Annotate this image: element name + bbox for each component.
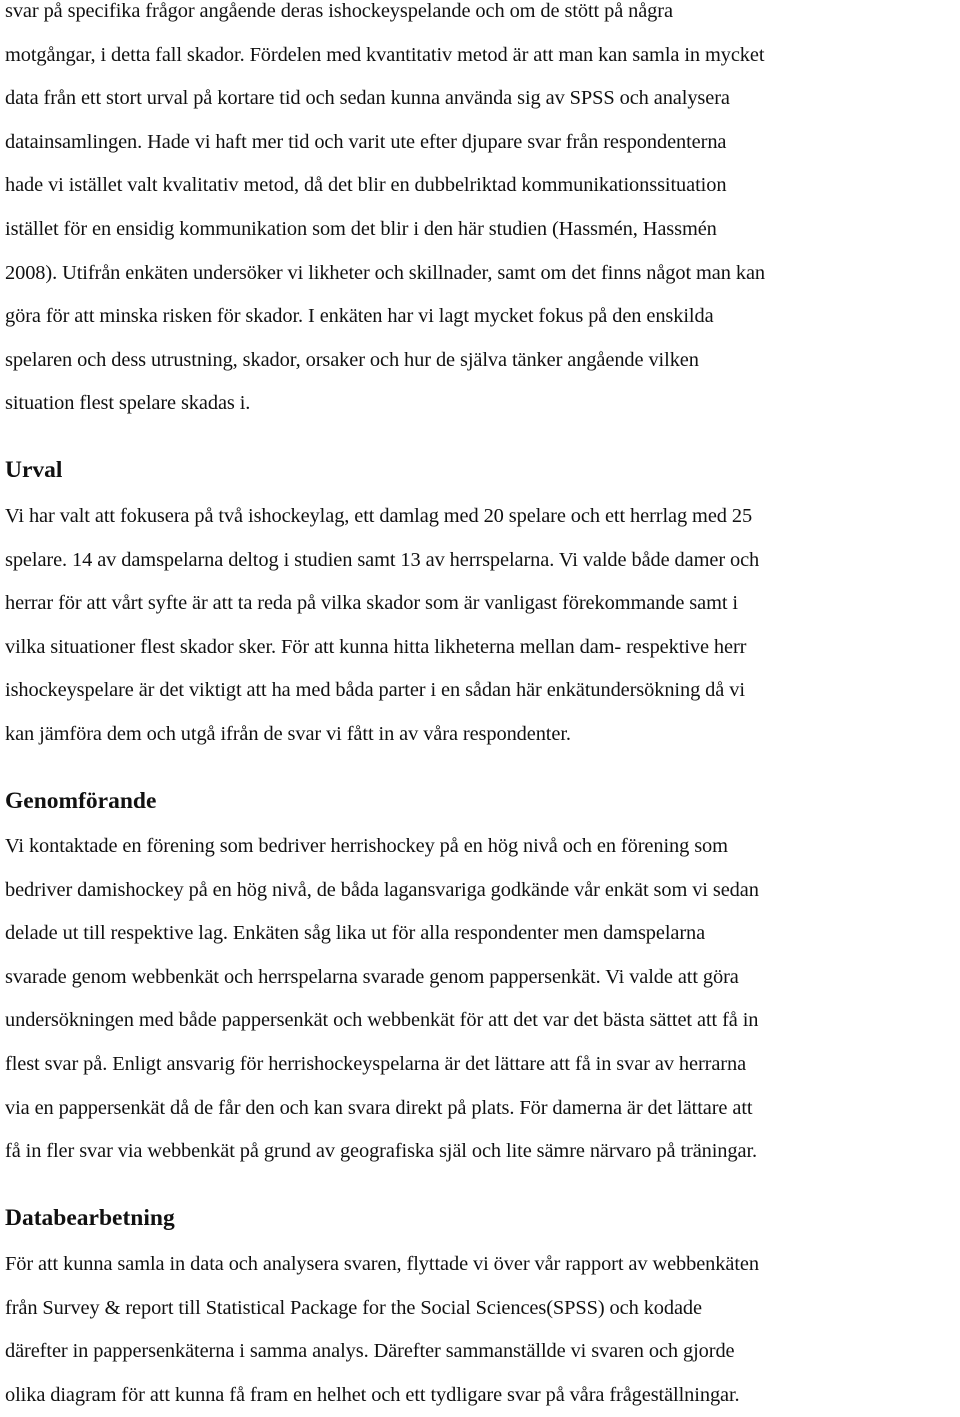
text-line: istället för en ensidig kommunikation som det blir i den här studien (Hassmén, Hassmén	[5, 217, 717, 240]
text-line: från Survey & report till Statistical Package for the Social Sciences(SPSS) och kodade	[5, 1296, 702, 1319]
text-line: situation flest spelare skadas i.	[5, 392, 251, 415]
text-line: spelare. 14 av damspelarna deltog i studien samt 13 av herrspelarna. Vi valde både damer och	[5, 548, 760, 571]
text-line: delade ut till respektive lag. Enkäten såg lika ut för alla respondenter men damspelarna	[5, 922, 706, 945]
intro-paragraph	[5, 0, 765, 426]
genomforande-paragraph	[5, 825, 759, 1174]
text-line: svar på specifika frågor angående deras ishockeyspelande och om de stött på några	[5, 0, 673, 22]
text-line: hade vi istället valt kvalitativ metod, då det blir en dubbelriktad kommunikationssituation	[5, 174, 727, 197]
text-line: vilka situationer flest skador sker. För att kunna hitta likheterna mellan dam- respektive herr	[5, 635, 747, 658]
text-line: herrar för att vårt syfte är att ta reda på vilka skador som är vanligast förekommande samt i	[5, 592, 738, 615]
text-line: 2008). Utifrån enkäten undersöker vi likheter och skillnader, samt om det finns något man kan	[5, 261, 765, 284]
databearbetning-paragraph	[5, 1243, 759, 1417]
text-line: Vi kontaktade en förening som bedriver herrishockey på en hög nivå och en förening som	[5, 835, 728, 857]
text-line: olika diagram för att kunna få fram en helhet och ett tydligare svar på våra frågeställningar.	[5, 1383, 740, 1406]
text-line: bedriver damishockey på en hög nivå, de båda lagansvariga godkände vår enkät som vi sedan	[5, 878, 759, 901]
text-line: kan jämföra dem och utgå ifrån de svar vi fått in av våra respondenter.	[5, 722, 571, 745]
section-heading-genomforande: Genomförande	[5, 788, 157, 814]
urval-paragraph	[5, 495, 759, 757]
text-line: få in fler svar via webbenkät på grund av geografiska själ och lite sämre närvaro på träningar.	[5, 1140, 758, 1163]
text-line: undersökningen med både pappersenkät och webbenkät för att det var det bästa sättet att få in	[5, 1009, 759, 1032]
text-line: spelaren och dess utrustning, skador, orsaker och hur de själva tänker angående vilken	[5, 348, 699, 371]
text-line: via en pappersenkät då de får den och kan svara direkt på plats. För damerna är det lättare att	[5, 1096, 753, 1119]
text-line: flest svar på. Enligt ansvarig för herrishockeyspelarna är det lättare att få in svar av herrarna	[5, 1052, 747, 1075]
text-line: ishockeyspelare är det viktigt att ha med båda parter i en sådan här enkätundersökning då vi	[5, 679, 745, 702]
text-line: Vi har valt att fokusera på två ishockeylag, ett damlag med 20 spelare och ett herrlag med 25	[5, 505, 753, 527]
text-line: motgångar, i detta fall skador. Fördelen med kvantitativ metod är att man kan samla in mycket	[5, 43, 765, 66]
text-line: göra för att minska risken för skador. I enkäten har vi lagt mycket fokus på den enskilda	[5, 305, 714, 328]
text-line: datainsamlingen. Hade vi haft mer tid och varit ute efter djupare svar från respondenterna	[5, 130, 727, 153]
text-line: För att kunna samla in data och analysera svaren, flyttade vi över vår rapport av webbenkäten	[5, 1253, 759, 1275]
text-line: därefter in pappersenkäterna i samma analys. Därefter sammanställde vi svaren och gjorde	[5, 1340, 735, 1363]
text-line: svarade genom webbenkät och herrspelarna svarade genom pappersenkät. Vi valde att göra	[5, 965, 739, 988]
text-line: data från ett stort urval på kortare tid och sedan kunna använda sig av SPSS och analysera	[5, 87, 730, 110]
section-heading-urval: Urval	[5, 457, 63, 483]
section-heading-databearbetning: Databearbetning	[5, 1205, 175, 1231]
